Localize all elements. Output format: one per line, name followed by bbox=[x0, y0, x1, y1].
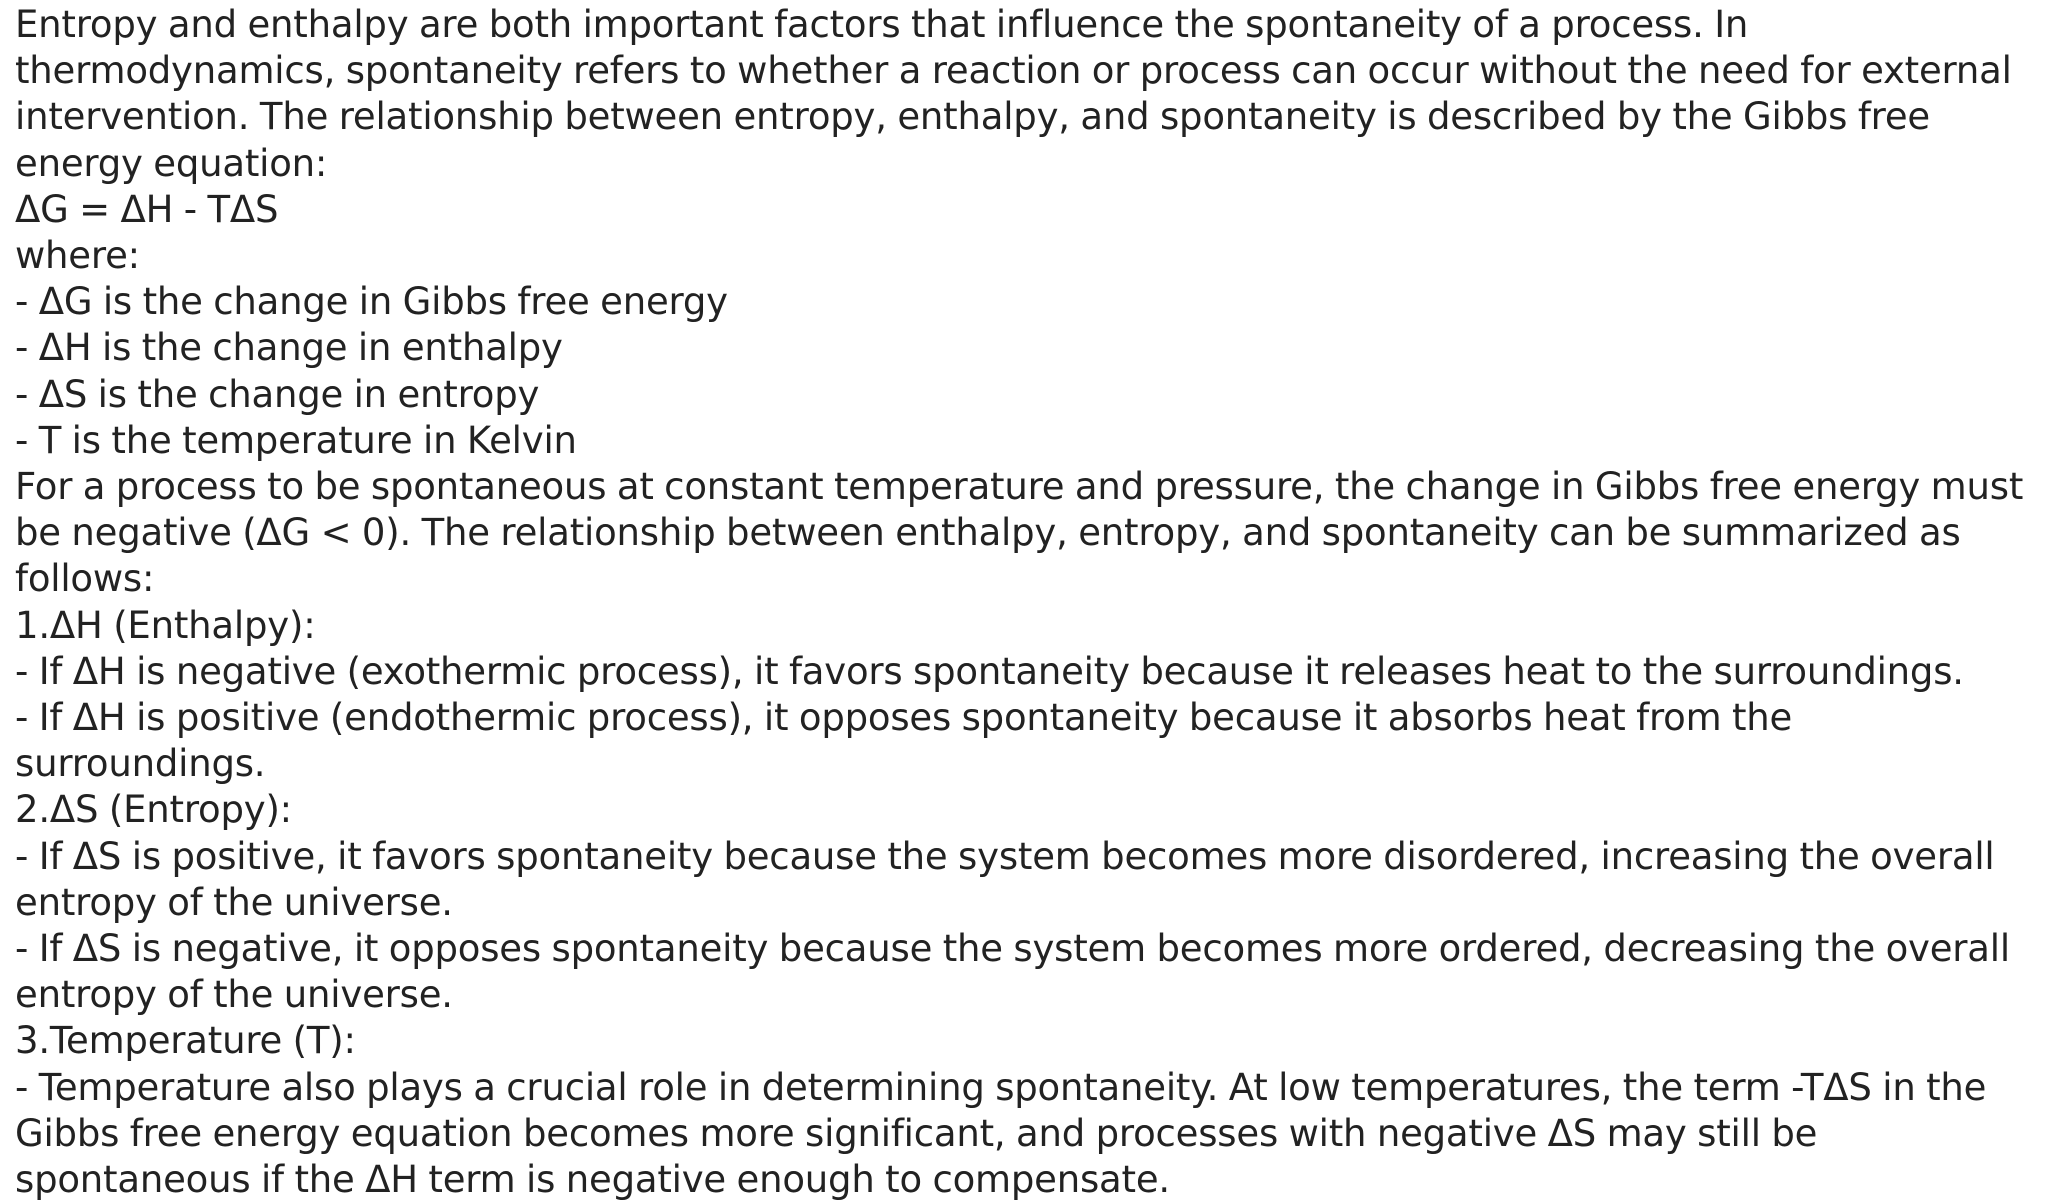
entropy-point-positive: - If ΔS is positive, it favors spontaneity because the system becomes more disordered, increasing the overall entropy of the universe. bbox=[15, 834, 2006, 924]
definition-item-delta-g: - ΔG is the change in Gibbs free energy bbox=[15, 280, 728, 324]
section-heading-temperature: 3.Temperature (T): bbox=[15, 1019, 356, 1063]
gibbs-equation: ΔG = ΔH - TΔS bbox=[15, 187, 279, 231]
document-body bbox=[15, 2, 2040, 1203]
entropy-point-negative: - If ΔS is negative, it opposes spontaneity because the system becomes more ordered, decreasing the overall entropy of the universe. bbox=[15, 927, 2021, 1017]
intro-paragraph: Entropy and enthalpy are both important factors that influence the spontaneity of a process. In thermodynamics, spontaneity refers to whether a reaction or process can occur without the need for external intervention. The relationship between entropy, enthalpy, and spontaneity is described by the Gibbs free energy equation: bbox=[15, 3, 2023, 185]
definition-item-delta-h: - ΔH is the change in enthalpy bbox=[15, 326, 563, 370]
definition-item-delta-s: - ΔS is the change in entropy bbox=[15, 372, 540, 416]
definition-item-temperature: - T is the temperature in Kelvin bbox=[15, 418, 577, 462]
enthalpy-point-negative: - If ΔH is negative (exothermic process), it favors spontaneity because it releases heat to the surroundings. bbox=[15, 649, 1964, 693]
spontaneity-condition-paragraph: For a process to be spontaneous at constant temperature and pressure, the change in Gibbs free energy must be negative (ΔG < 0). The relationship between enthalpy, entropy, and spontaneity can be summarized as follows: bbox=[15, 465, 2034, 601]
where-label: where: bbox=[15, 234, 140, 278]
temperature-point: - Temperature also plays a crucial role in determining spontaneity. At low temperatures, the term -TΔS in the Gibbs free energy equation becomes more significant, and processes with negative ΔS may still be spontaneous if the ΔH term is negative enough to compensate. bbox=[15, 1065, 1997, 1202]
enthalpy-point-positive: - If ΔH is positive (endothermic process), it opposes spontaneity because it absorbs heat from the surroundings. bbox=[15, 696, 1803, 786]
section-heading-entropy: 2.ΔS (Entropy): bbox=[15, 788, 292, 832]
section-heading-enthalpy: 1.ΔH (Enthalpy): bbox=[15, 603, 316, 647]
